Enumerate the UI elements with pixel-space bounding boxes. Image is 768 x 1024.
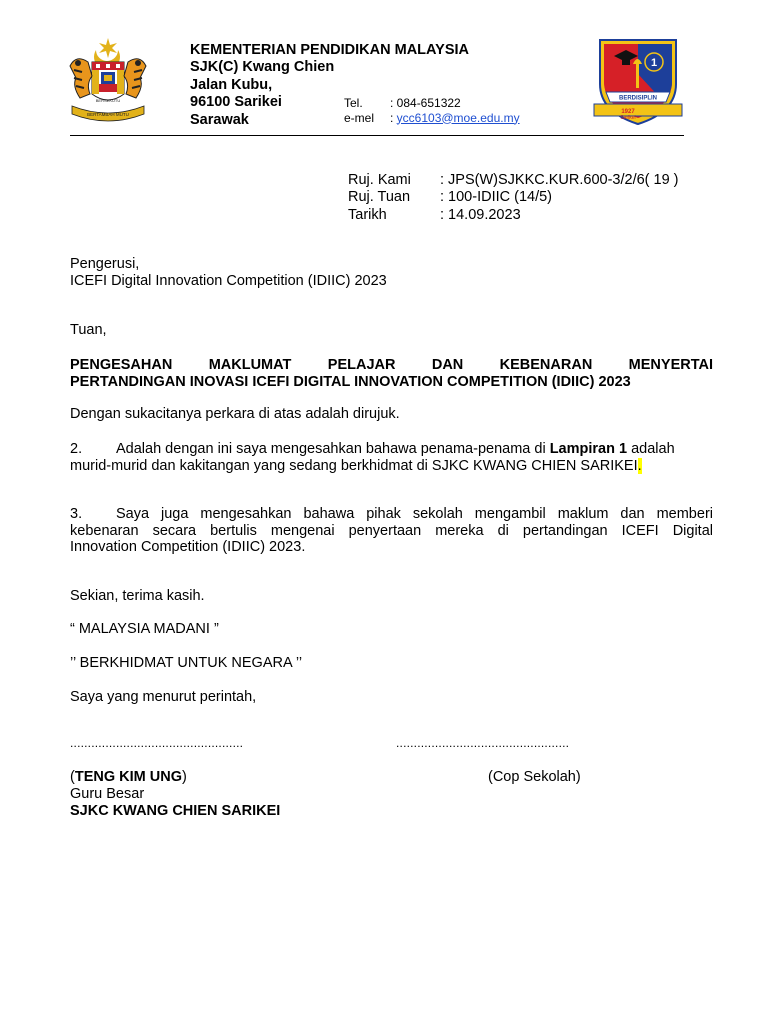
school-badge-logo [592, 34, 684, 126]
recipient-organisation: ICEFI Digital Innovation Competition (IDIIC) 2023 [70, 273, 387, 289]
reference-row: Tarikh : 14.09.2023 [348, 206, 521, 223]
salutation: Tuan, [70, 322, 107, 338]
letter-subject: PENGESAHAN MAKLUMAT PELAJAR DAN KEBENARAN MENYERTAI PERTANDINGAN INOVASI ICEFI DIGITAL INNOVATION COMPETITION (IDIIC) 2023 [70, 357, 713, 390]
school-name: SJK(C) Kwang Chien [190, 59, 335, 76]
slogan-berkhidmat: ’’ BERKHIDMAT UNTUK NEGARA ’’ [70, 655, 303, 671]
slogan-malaysia-madani: “ MALAYSIA MADANI ” [70, 621, 219, 637]
attachment-reference: Lampiran 1 [549, 441, 628, 457]
email-label: e-mel [344, 110, 375, 125]
reference-block [348, 172, 679, 224]
email-separator: : [390, 110, 397, 125]
badge-town-text: Sarikei [620, 115, 636, 121]
malaysia-coat-of-arms-logo [66, 36, 150, 122]
signatory-name: (TENG KIM UNG) [70, 769, 187, 785]
stamp-line: ................................................. [396, 736, 570, 750]
recipient-block [70, 256, 387, 290]
tel-value: : 084-651322 [390, 96, 461, 110]
badge-banner-text: BERDISIPLIN [618, 95, 658, 102]
signature-line: ................................................. [70, 736, 244, 750]
address-line-1: Jalan Kubu, [190, 76, 273, 93]
signatory-title: Guru Besar [70, 786, 145, 802]
contact-block [344, 96, 520, 125]
address-line-3: Sarawak [190, 111, 249, 128]
tel-label: Tel. [344, 96, 363, 110]
ministry-name: KEMENTERIAN PENDIDIKAN MALAYSIA [190, 42, 470, 58]
reference-row: Ruj. Kami : JPS(W)SJKKC.KUR.600-3/2/6( 19 ) [348, 172, 679, 188]
paragraph-3: 3. Saya juga mengesahkan bahawa pihak sekolah mengambil maklum dan memberi kebenaran secara bertulis mengenai penyertaan mereka di pertandingan ICEFI Digital Innovation Competition (IDIIC) 2023. [70, 506, 713, 555]
reference-row: Ruj. Tuan : 100-IDIIC (14/5) [348, 189, 553, 206]
paragraph-1: Dengan sukacitanya perkara di atas adalah dirujuk. [70, 406, 400, 422]
recipient-title: Pengerusi, [70, 256, 140, 272]
badge-year-text: 1927 [621, 109, 635, 115]
signatory-school: SJKC KWANG CHIEN SARIKEI [70, 803, 281, 819]
address-line-2: 96100 Sarikei [190, 94, 282, 111]
paragraph-2: 2. Adalah dengan ini saya mengesahkan bahawa penama-penama di Lampiran 1 adalah murid-murid dan kakitangan yang sedang berkhidmat di SJKC KWANG CHIEN SARIKEI. [70, 441, 675, 474]
crest-motto-top-text: BERSEKUTU [95, 98, 121, 103]
email-link[interactable]: ycc6103@moe.edu.my [396, 110, 520, 125]
badge-number-text: 1 [650, 57, 658, 69]
closing-thanks: Sekian, terima kasih. [70, 588, 205, 604]
letterhead-divider [70, 135, 684, 136]
crest-motto-text: BERTAMBAH MUTU [87, 112, 129, 117]
school-stamp-label: (Cop Sekolah) [488, 769, 581, 785]
closing-order: Saya yang menurut perintah, [70, 689, 257, 705]
